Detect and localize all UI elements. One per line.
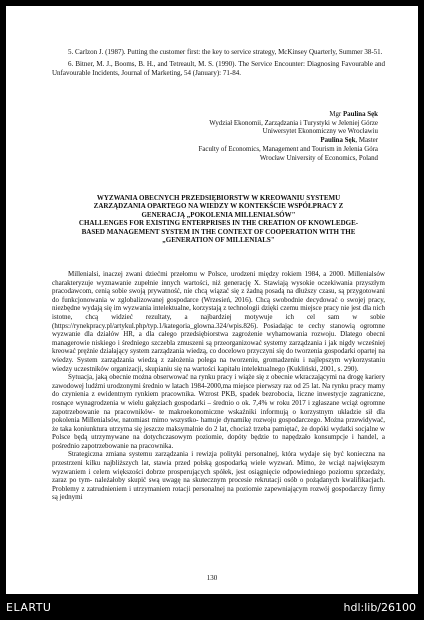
body-paragraph: Strategiczna zmiana systemu zarządzania i rewizja polityki personalnej, która wydaje się być konieczna na przestrzeni kilku najbliższych lat, stawia przed polską gospodarką wiele wyzwań. Mimo, że wciąż największym wyzwaniem i celem większości dobrze prosperujących spółek, jest osiągnięcie odpowiedniego poziomu sprzedaży, zaraz po tym- należałoby skupić swą uwagę na skutecznym procesie rekrutacji osób o pożądanych kwalifikacjach. Problemy z zatrudnieniem i utrzymaniem rotacji personalnej na poziomie zapewniającym rozwój gospodarczy firmy są jednymi	[52, 450, 385, 502]
body-paragraph: Sytuacja, jaką obecnie można obserwować na rynku pracy i wiąże się z obecnie wkraczającymi na drogę kariery zawodowej ludźmi urodzonymi średnio w latach 1984-2000,ma miejsce pierwszy raz od 25 lat. Na rynku pracy mamy do czynienia z ewidentnym rynkiem pracownika. Wzrost PKB, spadek bezrobocia, liczne inwestycje zagraniczne, rosnące wynagrodzenia w wielu gałęziach gospodarki – średnio o ok. 7,4% w roku 2017 i zgłaszane wciąż ogromne zapotrzebowanie na pracowników- te makroekonomiczne wskaźniki informują o korzystnym układzie sił dla pokolenia Millenialsów, natomiast mimo wszystko- hamuje dynamikę rozwoju gospodarczego. Można przewidywać, że taka koniunktura utrzyma się jeszcze maksymalnie do 2 lat, chociaż trzeba pamiętać, że dopóki wydatki socjalne w Polsce będą utrzymywane na dotychczasowym poziomie, dopóty będzie to napędzało konsumpcje i handel, a pośrednio zapotrzebowanie na pracownika.	[52, 373, 385, 450]
author-name-en: Paulina Sęk	[320, 137, 356, 145]
article-body	[52, 270, 385, 502]
document-page	[6, 6, 418, 594]
reference-item: 6. Bitner, M. J., Booms, B. H., and Tetreault, M. S. (1990). The Service Encounter: Diagnosing Favourable and Unfavourable Incidents, Journal of Marketing, 54 (January): 71-84.	[52, 60, 385, 77]
title-line-pl: GENERACJĄ „POKOLENIA MILLENIALSÓW"	[141, 210, 296, 219]
page-number: 130	[206, 574, 218, 582]
affiliation-line: Uniwersytet Ekonomiczny we Wrocławiu	[262, 128, 378, 136]
author-line-pl: Mgr Paulina Sęk	[329, 111, 378, 118]
affiliation-line: Faculty of Economics, Management and Tourism in Jelenia Góra	[198, 145, 378, 153]
viewer-footer-bar	[0, 594, 424, 620]
title-line-en: „GENERATION OF MILLENIALS"	[162, 236, 275, 245]
author-name: Paulina Sęk	[342, 111, 378, 118]
body-paragraph: Millenialsi, inaczej zwani dziećmi przełomu w Polsce, urodzeni między rokiem 1984, a 2000. Millenialsów charakteryzuje wyznawanie zupełnie innych wartości, niż generację X. Stawiają wysokie oczekiwania przyszłym pracodawcom, cenią sobie swoją prywatność, nie chcą wiązać się z żadną posadą na dłuższy czasu, są przygotowani do funkcjonowania w zglobalizowanej gospodarce (Wrzesień, 2016). Chcą swobodnie decydować o swojej pracy, niezbędne wydają się im wyzwania intelektualne, korzystają z technologii dzięki czemu miejsce pracy nie jest dla nich istotne, chcą widzieć rezultaty, a najbardziej motywuje ich cel sam w sobie (https://rynekpracy.pl/artykul.php/typ.1/kategoria_glowna.324/wpis.826). Posiadając te cechy stanowią ogromne wyzwanie dla działów HR, a dla całego przedsiębiorstwa zagrożenie wyhamowania rozwoju. Dlatego obecni managerowie niskiego i średniego szczebla zmuszeni są przeorganizować systemy zarządzania i jak nigdy wcześniej kreować prężnie działający system zarządzania wiedzą, co docelowo przyczyni się do tworzenia gospodarki opartej na wiedzy. System zarządzania wiedzą z założenia polega na tworzeniu, gromadzeniu i najlepszym wykorzystaniu wiedzy uczestników organizacji, skupianiu się na wartości kapitału intelektualnego (Kukliński, 2001, s. 290).	[52, 270, 385, 373]
affiliation-line: Wrocław University of Economics, Poland	[259, 154, 378, 162]
title-line-en: BASED MANAGEMENT SYSTEM IN THE CONTEXT OF COOPERATION WITH THE	[81, 227, 356, 236]
reference-list	[52, 48, 385, 81]
repository-label: ELARTU	[6, 601, 52, 614]
handle-link[interactable]: hdl:lib/26100	[343, 601, 416, 614]
title-line-pl: ZARZĄDZANIA OPARTEGO NA WIEDZY W KONTEKŚCIE WSPÓŁPRACY Z	[93, 202, 344, 211]
title-line-pl: WYZWANIA OBECNYCH PRZEDSIĘBIORSTW W KREOWANIU SYSTEMU	[96, 194, 341, 202]
author-line-en: Paulina Sęk, Master	[320, 137, 378, 145]
article-title	[52, 194, 385, 244]
affiliation-line: Wydział Ekonomii, Zarządzania i Turystyki w Jeleniej Górze	[209, 119, 378, 127]
title-line-en: CHALLENGES FOR EXISTING ENTERPRISES IN THE CREATION OF KNOWLEDGE-	[78, 219, 359, 228]
author-affiliation	[199, 111, 378, 163]
reference-item: 5. Carlzon J. (1987). Putting the customer first: the key to service strategy, McKinsey Quarterly, Summer 38-51.	[68, 48, 383, 56]
